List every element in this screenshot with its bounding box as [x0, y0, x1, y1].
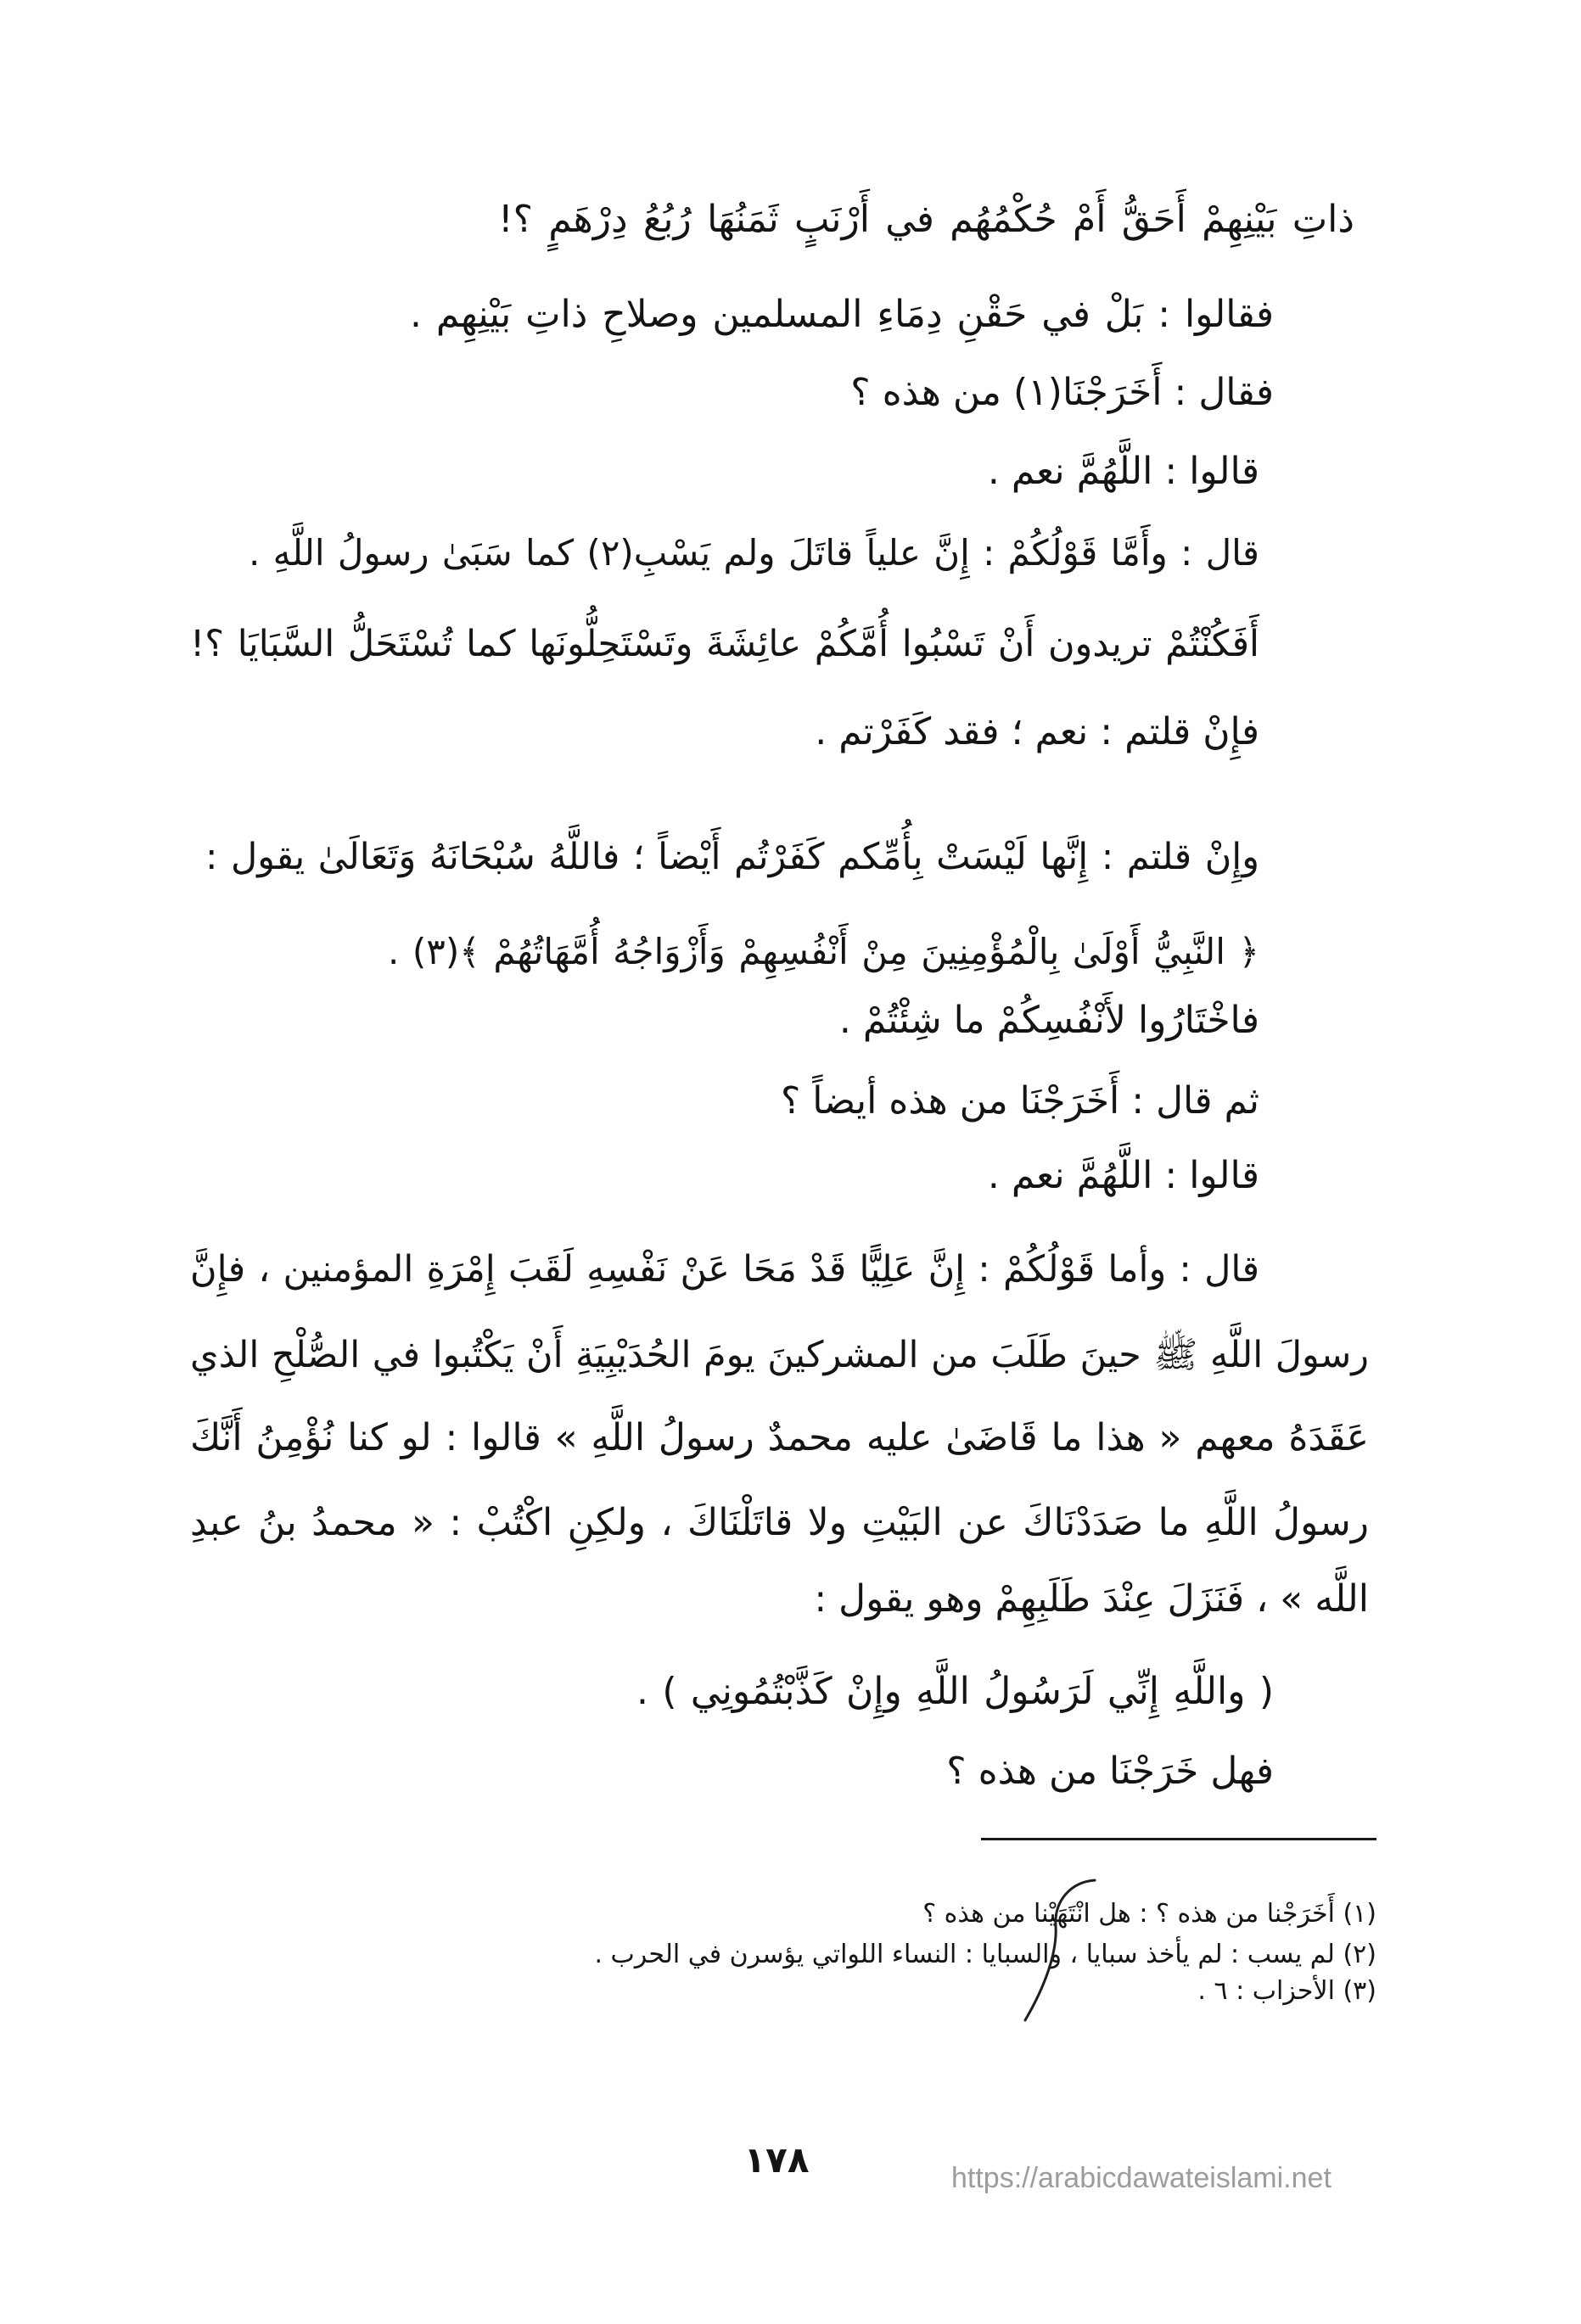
body-line: قال : وأما قَوْلُكُمْ : إِنَّ عَلِيًّا قَدْ مَحَا عَنْ نَفْسِهِ لَقَبَ إِمْرَةِ المؤمنين ، فإِنَّ	[190, 1248, 1259, 1291]
footnote: (٢) لم يسب : لم يأخذ سبايا ، والسبايا : النساء اللواتي يؤسرن في الحرب .	[594, 1940, 1376, 1969]
body-line: رسولُ اللَّهِ ما صَدَدْنَاكَ عن البَيْتِ ولا قاتَلْنَاكَ ، ولكِنِ اكْتُبْ : « محمدُ بنُ عبدِ	[190, 1501, 1369, 1544]
body-line: فهل خَرَجْنَا من هذه ؟	[946, 1750, 1274, 1793]
body-line: ثم قال : أَخَرَجْنَا من هذه أيضاً ؟	[780, 1079, 1259, 1123]
footnote-separator	[981, 1838, 1376, 1840]
footnote: (٣) الأحزاب : ٦ .	[1197, 1976, 1376, 2006]
body-line: فإِنْ قلتم : نعم ؛ فقد كَفَرْتم .	[815, 710, 1259, 753]
quran-verse-line: ﴿ النَّبِيُّ أَوْلَىٰ بِالْمُؤْمِنِينَ مِنْ أَنْفُسِهِمْ وَأَزْوَاجُهُ أُمَّهَاتُهُمْ ﴾(٣) .	[388, 931, 1259, 972]
body-line: قالوا : اللَّهُمَّ نعم .	[987, 450, 1259, 493]
body-line: أَفَكُنْتُمْ تريدون أَنْ تَسْبُوا أُمَّكُمْ عائِشَةَ وتَسْتَحِلُّونَها كما تُسْتَحَلُّ السَّبَايَا ؟!	[190, 623, 1259, 665]
body-line: ( واللَّهِ إِنِّي لَرَسُولُ اللَّهِ وإِنْ كَذَّبْتُمُونِي ) .	[636, 1670, 1274, 1713]
body-line: عَقَدَهُ معهم « هذا ما قَاضَىٰ عليه محمدٌ رسولُ اللَّهِ » قالوا : لو كنا نُؤْمِنُ أَنَّكَ	[190, 1416, 1369, 1459]
body-line: اللَّه » ، فَنَزَلَ عِنْدَ طَلَبِهِمْ وهو يقول :	[814, 1577, 1369, 1621]
body-line: فاخْتَارُوا لأَنْفُسِكُمْ ما شِئْتُمْ .	[838, 999, 1259, 1042]
watermark-url: https://arabicdawateislami.net	[951, 2162, 1332, 2194]
body-line: وإِنْ قلتم : إِنَّها لَيْسَتْ بِأُمِّكم كَفَرْتُم أَيْضاً ؛ فاللَّهُ سُبْحَانَهُ وَتَعَالَىٰ يقول :	[205, 836, 1259, 878]
body-line: قالوا : اللَّهُمَّ نعم .	[987, 1154, 1259, 1197]
page-number: ١٧٨	[743, 2139, 810, 2181]
body-line: قال : وأَمَّا قَوْلُكُمْ : إِنَّ علياً قاتَلَ ولم يَسْبِ(٢) كما سَبَىٰ رسولُ اللَّهِ .	[249, 532, 1259, 574]
handwritten-pen-mark	[1001, 1867, 1120, 2036]
body-line: فقال : أَخَرَجْنَا(١) من هذه ؟	[850, 371, 1274, 414]
footnote: (١) أَخَرَجْنا من هذه ؟ : هل انْتَهَيْنا من هذه ؟	[922, 1899, 1376, 1929]
body-line: فقالوا : بَلْ في حَقْنِ دِمَاءِ المسلمين وصلاحِ ذاتِ بَيْنِهِم .	[410, 293, 1274, 336]
body-line: ذاتِ بَيْنِهِمْ أَحَقُّ أَمْ حُكْمُهُم في أَرْنَبٍ ثَمَنُهَا رُبُعُ دِرْهَمٍ ؟!	[498, 198, 1354, 241]
body-line: رسولَ اللَّهِ ﷺ حينَ طَلَبَ من المشركينَ يومَ الحُدَيْبِيَةِ أَنْ يَكْتُبوا في الصُّلْحِ الذي	[190, 1334, 1369, 1376]
